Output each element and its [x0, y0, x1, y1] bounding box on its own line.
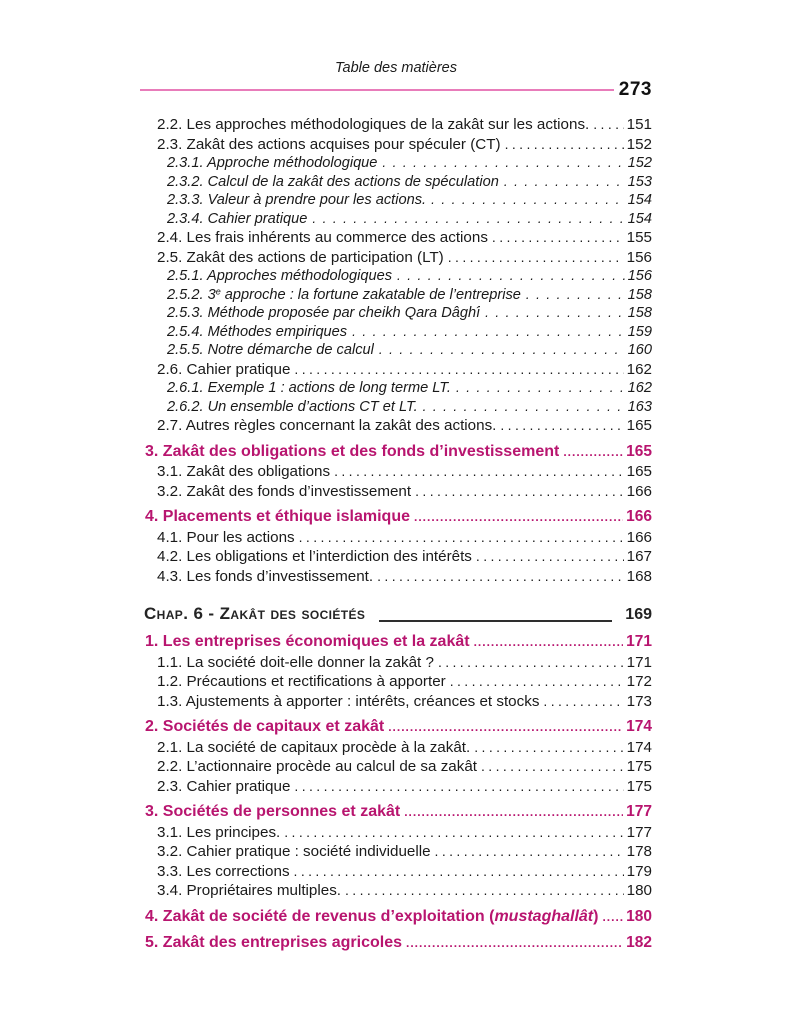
- dot-leader: [444, 248, 624, 268]
- toc-entry: [140, 907, 652, 928]
- dot-leader: [295, 528, 624, 548]
- toc-entry-page: 160: [627, 342, 652, 358]
- toc-entry-label: 2.1. La société de capitaux procède à la zakât.: [157, 738, 471, 756]
- toc-entry-label: 2.6.1. Exemple 1 : actions de long terme LT.: [167, 380, 451, 396]
- toc-entry: [140, 191, 652, 210]
- page-content: [140, 60, 652, 954]
- toc-entry: [140, 173, 652, 192]
- toc-entry: [140, 398, 652, 417]
- toc-entry-label: 5. Zakât des entreprises agricoles: [145, 934, 403, 951]
- dot-leader: [411, 482, 624, 502]
- toc-entry-page: 178: [626, 843, 652, 860]
- toc-entry-page: 154: [627, 210, 652, 227]
- page-folio: 273: [618, 79, 652, 100]
- toc-entry: [140, 507, 652, 528]
- dot-leader: [290, 862, 624, 882]
- toc-entry: [140, 777, 652, 797]
- dot-leader: [559, 442, 623, 463]
- dot-leader: [446, 672, 624, 692]
- dot-leader: [496, 416, 623, 436]
- toc-entry-page: 154: [627, 192, 652, 208]
- toc-entry: [140, 248, 652, 268]
- toc-entry: [140, 462, 652, 482]
- toc-entry: [140, 267, 652, 286]
- running-head-rule-row: [140, 79, 652, 101]
- dot-leader: [418, 398, 625, 417]
- toc-entry-label: 2.3. Cahier pratique: [157, 777, 291, 795]
- toc-entry-page: 174: [626, 738, 652, 756]
- dot-leader: [426, 191, 625, 210]
- toc-entry-page: 158: [627, 305, 652, 321]
- toc-entry-page: 159: [627, 323, 652, 340]
- dot-leader: [280, 823, 623, 843]
- toc-entry-label: 2.5.2. 3e approche : la fortune zakatable de l’entreprise: [167, 285, 521, 303]
- toc-entry: [140, 360, 652, 380]
- toc-entry: [140, 323, 652, 342]
- toc-entry-page: 177: [626, 803, 652, 820]
- toc-entry-page: 168: [626, 567, 652, 585]
- running-head-title: Table des matières: [335, 60, 457, 76]
- toc-entry: [140, 304, 652, 323]
- dot-leader: [402, 933, 623, 954]
- dot-leader: [377, 154, 624, 173]
- toc-entry-label: Chap. 6 - Zakât des sociétés: [144, 604, 366, 623]
- toc-entry-page: 174: [626, 718, 652, 735]
- toc-entry-label: 4.2. Les obligations et l’interdiction des intérêts: [157, 548, 472, 565]
- dot-leader: [400, 802, 623, 823]
- toc-entry-page: 177: [626, 823, 652, 841]
- toc-entry: [140, 567, 652, 587]
- toc-entry: [140, 286, 652, 305]
- toc-entry-page: 165: [626, 442, 652, 460]
- toc-entry: [140, 341, 652, 360]
- toc-entry: [140, 135, 652, 155]
- toc-entry: [140, 528, 652, 548]
- dot-leader: [410, 507, 623, 528]
- dot-leader: [451, 379, 625, 398]
- toc-entry-label: 1.2. Précautions et rectifications à apporter: [157, 673, 446, 690]
- toc-entry-label: 2.4. Les frais inhérents au commerce des actions: [157, 229, 488, 246]
- toc-entry-page: 162: [627, 380, 652, 396]
- toc-entry-page: 166: [626, 508, 652, 525]
- dot-leader: [470, 632, 624, 653]
- toc-entry: [140, 717, 652, 738]
- dot-leader: [539, 692, 623, 712]
- toc-entry-page: 152: [626, 135, 652, 153]
- toc-entry-label: 4. Zakât de société de revenus d’exploitation (mustaghallât): [145, 907, 599, 925]
- toc-chapter-heading: [140, 603, 652, 626]
- toc-entry-label: 3.3. Les corrections: [157, 862, 290, 880]
- toc-entry-page: 173: [626, 692, 652, 710]
- toc-entry: [140, 802, 652, 823]
- toc-entry-label: 3.1. Zakât des obligations: [157, 463, 331, 480]
- dot-leader: [434, 653, 624, 673]
- dot-leader: [598, 907, 623, 928]
- dot-leader: [501, 135, 624, 155]
- toc-entry-page: 171: [626, 653, 652, 671]
- toc-entry-page: 179: [626, 862, 652, 880]
- toc-entry: [140, 757, 652, 777]
- toc-entry-page: 155: [626, 229, 652, 246]
- toc-entry-label: 2.3. Zakât des actions acquises pour spéculer (CT): [157, 135, 501, 153]
- dot-leader: [472, 547, 624, 567]
- toc-entry: [140, 115, 652, 135]
- toc-entry-label: 2.5.1. Approches méthodologiques: [167, 268, 393, 284]
- dot-leader: [290, 360, 623, 380]
- toc-entry: [140, 632, 652, 653]
- dot-leader: [330, 462, 624, 482]
- toc-entry-page: 166: [626, 528, 652, 546]
- dot-leader: [341, 881, 624, 901]
- toc-entry-page: 156: [627, 268, 652, 284]
- toc-entry-label: 3.2. Cahier pratique : société individuelle: [157, 843, 431, 860]
- toc-entry-page: 166: [626, 482, 652, 500]
- toc-entry-label: 3. Zakât des obligations et des fonds d’investissement: [145, 442, 560, 460]
- toc-entry-label: 2.2. Les approches méthodologiques de la zakât sur les actions.: [157, 116, 590, 133]
- rule-leader: [379, 620, 612, 622]
- toc-entry-page: 182: [626, 934, 652, 951]
- dot-leader: [290, 777, 623, 797]
- toc-entry-page: 171: [626, 633, 652, 650]
- toc-entry-label: 2.5.3. Méthode proposée par cheikh Qara Dâghî: [167, 305, 481, 321]
- toc-entry-page: 158: [627, 286, 652, 303]
- dot-leader: [373, 567, 624, 587]
- toc-entry-label: 3. Sociétés de personnes et zakât: [145, 803, 401, 820]
- toc-entry: [140, 379, 652, 398]
- toc-entry: [140, 416, 652, 436]
- toc-entry: [140, 482, 652, 502]
- dot-leader: [374, 341, 625, 360]
- toc-entry: [140, 933, 652, 954]
- dot-leader: [480, 304, 624, 323]
- toc-entry-label: 2.6.2. Un ensemble d’actions CT et LT.: [167, 398, 418, 415]
- toc-entry: [140, 154, 652, 173]
- toc-entry: [140, 442, 652, 463]
- toc-entry-label: 2.3.3. Valeur à prendre pour les actions.: [167, 192, 427, 208]
- dot-leader: [477, 757, 624, 777]
- toc-entry-label: 4.1. Pour les actions: [157, 528, 295, 546]
- toc-entry: [140, 653, 652, 673]
- toc-entry: [140, 692, 652, 712]
- toc-entry-page: 169: [625, 606, 652, 623]
- toc-entry-page: 180: [626, 907, 652, 925]
- toc-entry-label: 2.6. Cahier pratique: [157, 360, 291, 378]
- toc-entry-page: 156: [626, 248, 652, 266]
- dot-leader: [307, 210, 624, 229]
- toc-entry-label: 4.3. Les fonds d’investissement.: [157, 567, 374, 585]
- toc-entry-label: 2.2. L’actionnaire procède au calcul de sa zakât: [157, 758, 477, 775]
- toc-entry-label: 2.5.4. Méthodes empiriques: [167, 323, 348, 340]
- toc-entry-label: 2.7. Autres règles concernant la zakât des actions.: [157, 417, 497, 434]
- dot-leader: [488, 228, 624, 248]
- toc-entry: [140, 210, 652, 229]
- toc-entry: [140, 547, 652, 567]
- running-head: [140, 60, 652, 101]
- dot-leader: [499, 173, 625, 192]
- toc-entry-page: 152: [627, 155, 652, 171]
- toc-entry: [140, 738, 652, 758]
- toc-entry-label: 4. Placements et éthique islamique: [145, 508, 410, 525]
- dot-leader: [431, 842, 624, 862]
- dot-leader: [521, 286, 625, 305]
- toc-entry: [140, 842, 652, 862]
- toc-entry-page: 163: [627, 398, 652, 415]
- toc-entry-label: 3.2. Zakât des fonds d’investissement: [157, 482, 412, 500]
- toc-entry-label: 3.1. Les principes.: [157, 823, 281, 841]
- toc-entry-label: 2.5. Zakât des actions de participation (LT): [157, 248, 444, 266]
- toc-entry-page: 151: [626, 116, 652, 133]
- toc-entry-label: 3.4. Propriétaires multiples.: [157, 882, 342, 899]
- dot-leader: [392, 267, 625, 286]
- toc-entry: [140, 881, 652, 901]
- toc-entry-label: 1. Les entreprises économiques et la zakât: [145, 633, 470, 650]
- toc-entry: [140, 862, 652, 882]
- header-rule: [140, 89, 614, 91]
- toc-entry-label: 2. Sociétés de capitaux et zakât: [145, 718, 385, 735]
- toc-entry: [140, 823, 652, 843]
- toc-entry: [140, 228, 652, 248]
- dot-leader: [347, 323, 625, 342]
- toc-entry-label: 2.5.5. Notre démarche de calcul: [167, 342, 374, 358]
- toc-entry-label: 2.3.1. Approche méthodologique: [167, 155, 378, 171]
- toc-entry-page: 172: [626, 673, 652, 690]
- toc-entry-page: 180: [626, 882, 652, 899]
- toc-entry-page: 162: [626, 360, 652, 378]
- toc-entry-page: 165: [626, 463, 652, 480]
- dot-leader: [384, 717, 623, 738]
- table-of-contents: [140, 115, 652, 954]
- toc-entry: [140, 672, 652, 692]
- toc-entry-page: 153: [627, 173, 652, 190]
- toc-entry-label: 1.1. La société doit-elle donner la zakât ?: [157, 653, 434, 671]
- toc-entry-label: 1.3. Ajustements à apporter : intérêts, créances et stocks: [157, 692, 540, 710]
- toc-entry-page: 175: [626, 777, 652, 795]
- toc-entry-page: 167: [626, 548, 652, 565]
- dot-leader: [470, 738, 623, 758]
- toc-entry-page: 175: [626, 758, 652, 775]
- toc-entry-label: 2.3.2. Calcul de la zakât des actions de spéculation: [167, 173, 499, 190]
- toc-entry-page: 165: [626, 417, 652, 434]
- toc-entry-label: 2.3.4. Cahier pratique: [167, 210, 308, 227]
- dot-leader: [589, 115, 623, 135]
